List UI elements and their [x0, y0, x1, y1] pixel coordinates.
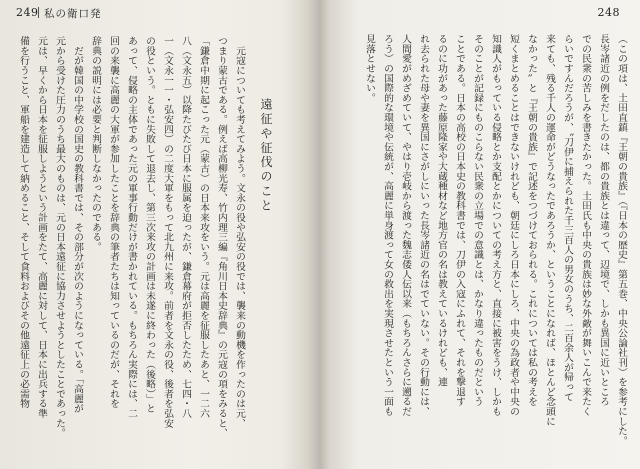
running-head-divider	[38, 7, 39, 18]
text-line: だが韓国の中学校の国史の教科書では、その部分が次のようになっている。「高麗が	[72, 36, 83, 414]
text-line: そのことが記録にものこらない民衆の立場での意識とは、かなり違ったものだという	[472, 34, 483, 407]
running-head: 私の衛口発	[44, 8, 102, 20]
right-page-body	[360, 34, 630, 466]
text-line: 一（文永一一・弘安四）の二度大軍をもって北九州に来攻。前者を文永の役、後者を弘安	[162, 36, 173, 428]
text-line: 回の来襲に高麗の大軍が参加したことを辞典の筆者たちは知っているのだが、それを	[108, 36, 119, 409]
text-line: ことである。日本の高校の日本史の教科書では、刀伊の入寇にふれて、それを撃退す	[454, 34, 465, 407]
text-line: れ去られた母や妻を異国にさがしにいった長岑諸近の名はでていない。その行動には、	[418, 34, 429, 417]
text-line: 見落とせない。	[364, 34, 375, 103]
text-line: らいですんだろうが、〝刀伊に捕えられた千三百人の男女のうち、二百余人が帰って	[562, 34, 573, 402]
section-title: 遠征や征伐のこと	[259, 98, 273, 214]
text-line: 「鎌倉中期に起こった元（蒙古）の日本来攻をいう。元は高麗を征服したあと、一二六	[198, 36, 209, 419]
left-page-number: 249	[16, 6, 39, 19]
text-line: （この項は、土田直鎮『王朝の貴族』（『日本の歴史』第五巻、中央公論社刊）を参考にした。	[616, 34, 627, 446]
text-line: の役という。ともに失敗して退去し、第三次来攻の計画は未遂に終わった（後略）」と	[144, 36, 155, 414]
text-line: 辞典の説明には必要と判断しなかったのである。	[90, 36, 101, 252]
text-line: 人間愛がめざめていて、やはり壱岐から渡った魏志倭人伝以来（もちろんさらに遡るだ	[400, 34, 411, 417]
text-line: るのに功があった藤原隆家や大蔵種材など地方官の名は教えているけれども、連	[436, 34, 447, 387]
text-line: 長岑諸近の例をだしたのは、都の貴族とは違って、辺境で、しかも異国に近いところ	[598, 34, 609, 407]
text-line: つまり蒙古である。例えば高柳光寿、竹内理三編『角川日本史辞典』の元寇の項をみると、	[216, 36, 227, 438]
text-line: なかった〟と『王朝の貴族』で記述をつづけておられる。これについては私の考えを	[526, 34, 537, 407]
text-line: 備を行うこと、軍船を建造して納めること、そして食料およびその他遠征上の必需物	[18, 36, 29, 409]
text-line: あって、侵略の主体であった元の軍事行動だけが書かれている。もちろん実際には、二	[126, 36, 137, 419]
text-line: 八（文永五）以降たびたび日本に服属を迫ったが、鎌倉幕府が拒否したため、七四・八	[180, 36, 191, 419]
text-line: 来ても、残る千人の運命がどうなったであろうか、ということになれば、ほとんど念頭に	[544, 34, 555, 426]
text-line: での民衆の苦しみを書きたかった。土田氏も中央の貴族は妙な外敵が舞いこんで来たく	[580, 34, 591, 417]
text-line: 知識人がもっている侵略とか支配とかについての考え方と、直接に被害をうけ、しかも	[490, 34, 501, 417]
text-line: 元から受けた圧力のうち最大のものは、元の日本遠征に協力させようとしたことであった。	[54, 36, 65, 438]
text-line: 元寇についても考えてみよう。文永の役や弘安の役では、襲来の動機を作ったのは元、	[234, 36, 245, 428]
text-line: 短くまとめることはできないけれども、朝廷にしろ日本にしろ、中央の為政者や中央の	[508, 34, 519, 417]
left-page-body	[14, 36, 248, 466]
text-line: 元は、早くから日本を征服しようという計画をたて、高麗に対して、日本に出兵する準	[36, 36, 47, 419]
text-line: ろう）の国際的な環境や伝統が、高麗に単身渡って女の救出を実現させたという一面も	[382, 34, 393, 417]
right-page-number: 248	[597, 6, 620, 19]
